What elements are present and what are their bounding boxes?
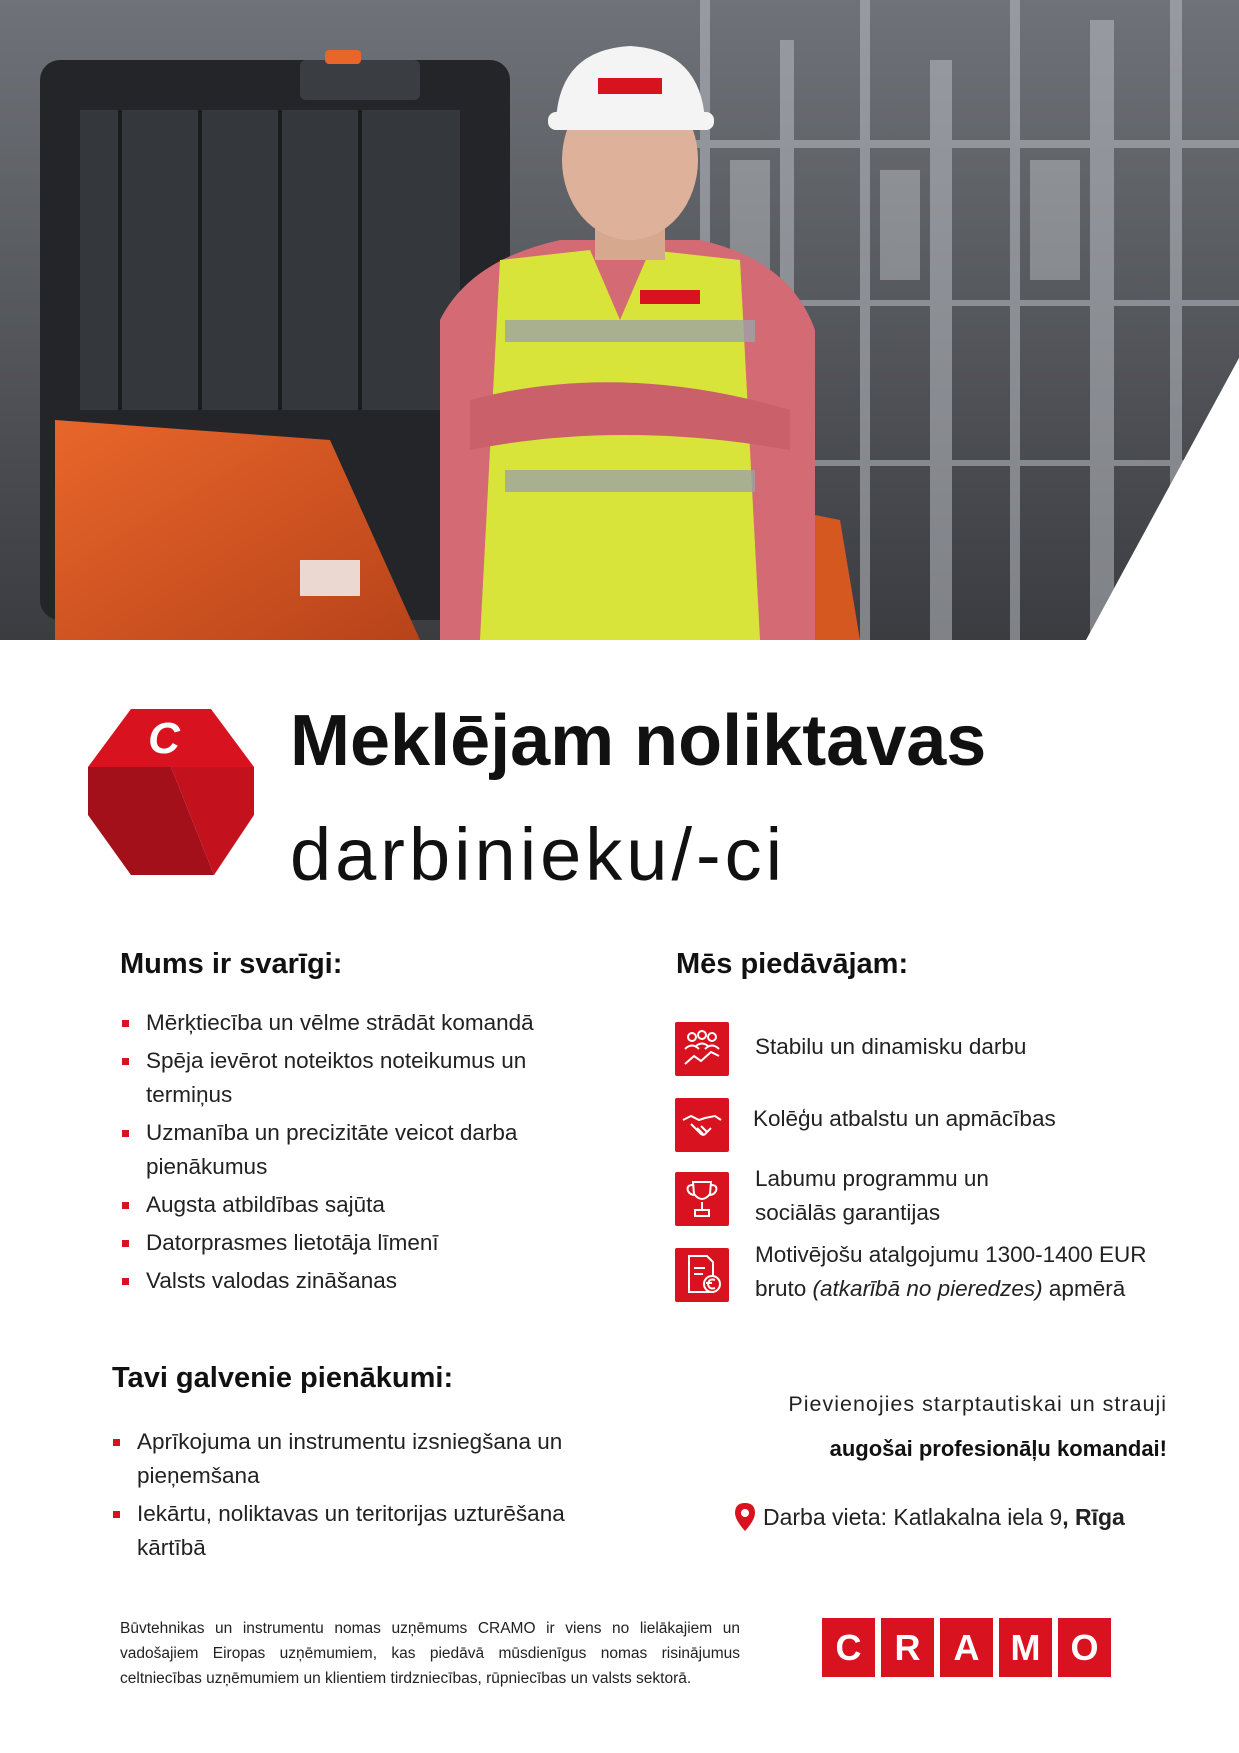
offer-item [675,1098,1195,1158]
list-item: Datorprasmes lietotāja līmenī [122,1226,592,1260]
bullet-icon [122,1202,129,1209]
cramo-cube-logo [86,707,256,877]
hero-photo [0,0,1239,640]
trophy-icon [675,1172,729,1226]
requirements-list [122,1006,592,1302]
bullet-icon [113,1439,120,1446]
svg-text:C: C [148,714,180,763]
list-item: Mērķtiecība un vēlme strādāt komandā [122,1006,592,1040]
location-pin-icon [733,1502,757,1532]
logo-letter: M [999,1618,1052,1677]
list-item: Valsts valodas zināšanas [122,1264,592,1298]
title-line-1: Meklējam noliktavas [290,701,987,781]
offer-heading: Mēs piedāvājam: [676,948,909,980]
offer-text: Stabilu un dinamisku darbu [755,1034,1027,1059]
list-item: Spēja ievērot noteiktos noteikumus un termiņus [122,1044,592,1112]
requirements-heading: Mums ir svarīgi: [120,948,343,980]
list-item: Uzmanība un precizitāte veicot darba pienākumus [122,1116,592,1184]
logo-letter: A [940,1618,993,1677]
bullet-icon [122,1058,129,1065]
bullet-icon [122,1130,129,1137]
worker-photo [0,0,1239,640]
offer-text: Motivējošu atalgojumu 1300-1400 EUR bruto (atkarībā no pieredzes) apmērā [755,1242,1147,1301]
logo-letter: O [1058,1618,1111,1677]
logo-letter: R [881,1618,934,1677]
company-description: Būvtehnikas un instrumentu nomas uzņēmums CRAMO ir viens no lielākajiem un vadošajiem Eiropas uzņēmumiem, kas piedāvā mūsdienīgus nomas risinājumus celtniecības uzņēmumiem un klientiem tirdzniecības, rūpniecības un valsts sektorā. [120,1620,740,1687]
handshake-icon [675,1098,729,1152]
join-text: Pievienojies starptautiskai un strauji [788,1392,1167,1416]
join-text-bold: augošai profesionāļu komandai! [829,1436,1167,1461]
cramo-logo [822,1618,1111,1677]
logo-letter: C [822,1618,875,1677]
cube-icon [86,707,256,877]
list-item: Aprīkojuma un instrumentu izsniegšana un pieņemšana [113,1425,613,1493]
location [733,1502,1125,1532]
duties-heading: Tavi galvenie pienākumi: [112,1362,454,1394]
euro-document-icon [675,1248,729,1302]
list-item: Iekārtu, noliktavas un teritorijas uzturēšana kārtībā [113,1497,613,1565]
offer-item [675,1242,1195,1318]
location-label: Darba vieta: Katlakalna iela 9 [763,1503,1063,1530]
offer-item [675,1166,1195,1242]
bullet-icon [122,1240,129,1247]
bullet-icon [113,1511,120,1518]
bullet-icon [122,1020,129,1027]
offer-text: Labumu programmu un sociālās garantijas [755,1166,989,1225]
offer-item [675,1022,1195,1082]
duties-list [113,1425,613,1569]
offer-text: Kolēģu atbalstu un apmācības [753,1106,1056,1131]
location-city: , Rīga [1062,1503,1125,1530]
bullet-icon [122,1278,129,1285]
list-item: Augsta atbildības sajūta [122,1188,592,1222]
title-line-2: darbinieku/-ci [290,813,787,896]
team-growth-icon [675,1022,729,1076]
